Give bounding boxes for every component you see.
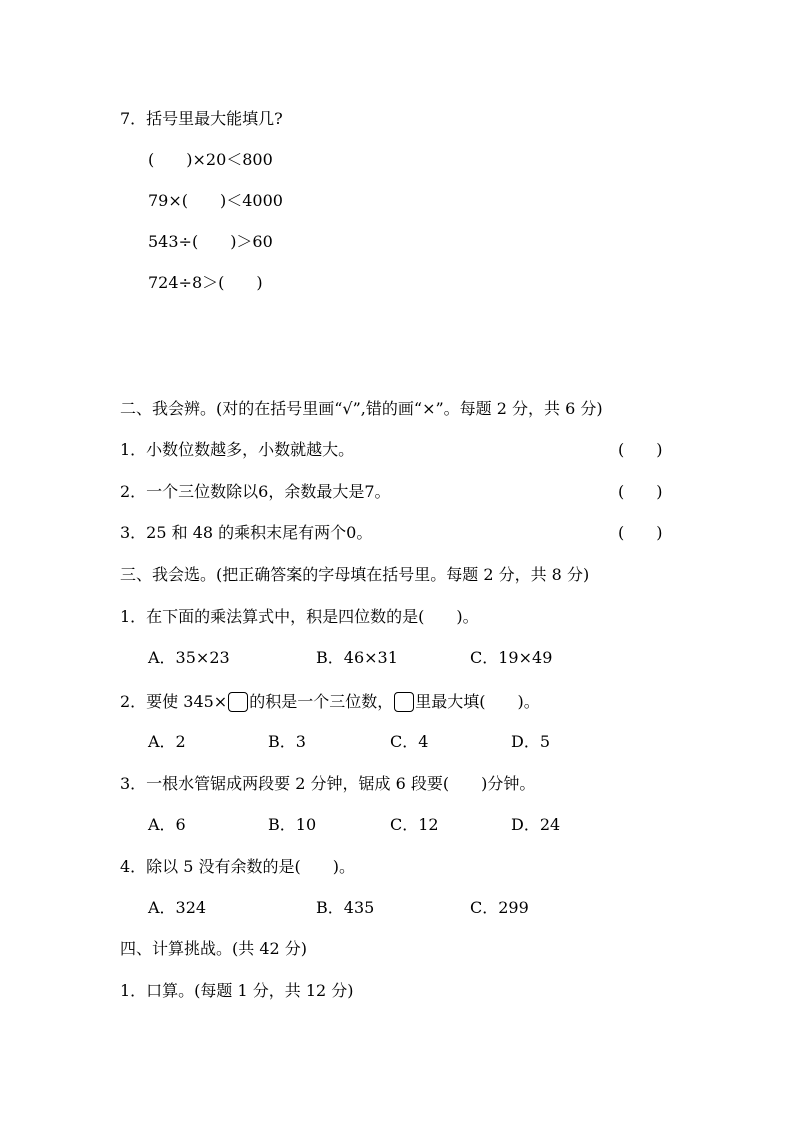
question-7-title: 7．括号里最大能填几? bbox=[120, 109, 283, 128]
section-2-item-3: 3．25 和 48 的乘积末尾有两个0。 bbox=[120, 523, 373, 542]
q4-option-c: C．299 bbox=[470, 898, 529, 917]
blank-box bbox=[228, 692, 248, 712]
q2-middle: 的积是一个三位数， bbox=[249, 692, 394, 711]
section-2-answer-3: ( ) bbox=[618, 523, 663, 542]
q2-option-a: A．2 bbox=[148, 732, 186, 751]
section-3-question-3: 3．一根水管锯成两段要 2 分钟，锯成 6 段要( )分钟。 bbox=[120, 774, 536, 793]
q1-option-c: C．19×49 bbox=[470, 648, 553, 667]
section-4-heading: 四、计算挑战。(共 42 分) bbox=[120, 939, 308, 958]
section-3-question-2 bbox=[120, 692, 540, 712]
q3-option-a: A．6 bbox=[148, 815, 186, 834]
q3-option-b: B．10 bbox=[268, 815, 317, 834]
question-7-item-1: ( )×20＜800 bbox=[148, 150, 273, 169]
section-4-question-1: 1．口算。(每题 1 分，共 12 分) bbox=[120, 981, 354, 1000]
section-2-answer-2: ( ) bbox=[618, 482, 663, 501]
q4-option-a: A．324 bbox=[148, 898, 207, 917]
q2-option-b: B．3 bbox=[268, 732, 306, 751]
section-3-question-4: 4．除以 5 没有余数的是( )。 bbox=[120, 857, 356, 876]
q3-option-c: C．12 bbox=[390, 815, 439, 834]
q4-option-b: B．435 bbox=[316, 898, 375, 917]
q1-option-a: A．35×23 bbox=[148, 648, 230, 667]
q2-option-c: C．4 bbox=[390, 732, 429, 751]
section-2-item-1: 1．小数位数越多，小数就越大。 bbox=[120, 440, 355, 459]
q2-option-d: D．5 bbox=[511, 732, 551, 751]
q2-suffix: 里最大填( )。 bbox=[415, 692, 540, 711]
blank-box bbox=[394, 692, 414, 712]
section-2-item-2: 2．一个三位数除以6，余数最大是7。 bbox=[120, 482, 391, 501]
section-2-heading: 二、我会辨。(对的在括号里画“√”,错的画“×”。每题 2 分，共 6 分) bbox=[120, 399, 603, 418]
question-7-item-2: 79×( )＜4000 bbox=[148, 191, 283, 210]
q2-prefix: 2．要使 345× bbox=[120, 692, 228, 711]
section-3-question-1: 1．在下面的乘法算式中，积是四位数的是( )。 bbox=[120, 607, 479, 626]
question-7-item-3: 543÷( )＞60 bbox=[148, 232, 273, 251]
question-7-item-4: 724÷8＞( ) bbox=[148, 273, 263, 292]
q1-option-b: B．46×31 bbox=[316, 648, 398, 667]
section-2-answer-1: ( ) bbox=[618, 440, 663, 459]
section-3-heading: 三、我会选。(把正确答案的字母填在括号里。每题 2 分，共 8 分) bbox=[120, 565, 590, 584]
q3-option-d: D．24 bbox=[511, 815, 561, 834]
